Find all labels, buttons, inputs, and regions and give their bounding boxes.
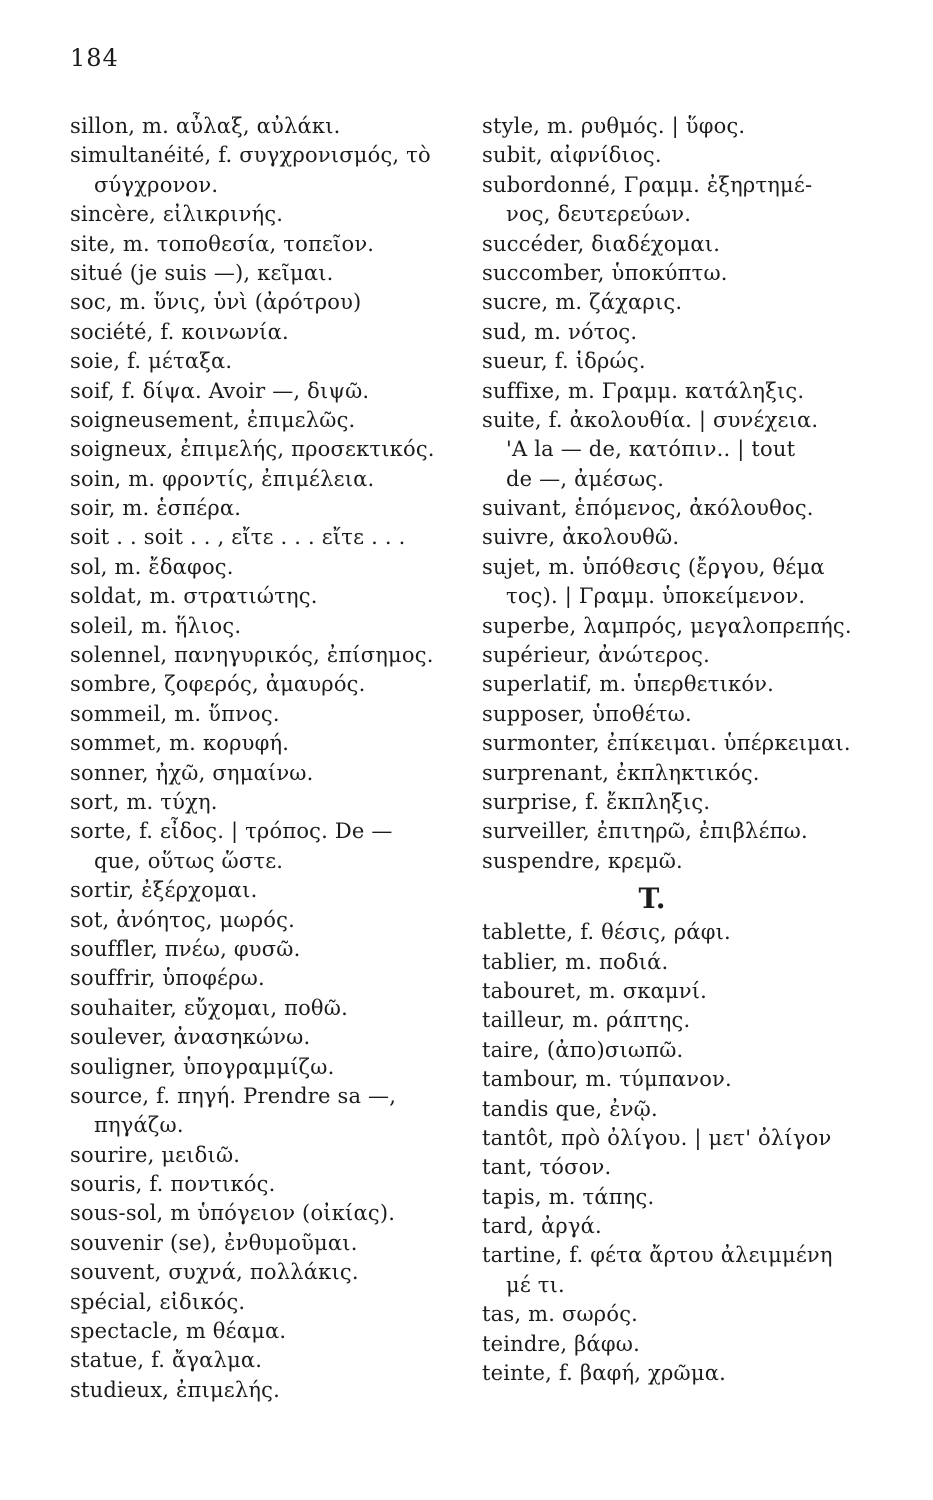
entry-line: sourire, μειδιῶ. <box>70 1142 241 1167</box>
entry-line: suivre, ἀκολουθῶ. <box>482 525 680 550</box>
entry-line: suivant, ἑπόμενος, ἀκόλουθος. <box>482 496 814 521</box>
entry-line: teindre, βάφω. <box>482 1331 640 1356</box>
entry-line: soir, m. ἑσπέρα. <box>70 496 242 521</box>
entry-line: μέ τι. <box>506 1272 565 1297</box>
entry-line: sonner, ἠχῶ, σημαίνω. <box>70 760 314 785</box>
entry-line: spécial, εἰδικός. <box>70 1289 246 1314</box>
entry-line: tard, ἀργά. <box>482 1214 602 1239</box>
entry-line: surprenant, ἐκπληκτικός. <box>482 760 760 785</box>
entry-line: tartine, f. φέτα ἄρτου ἀλειμμένη <box>482 1243 833 1268</box>
entry-line: sombre, ζοφερός, ἀμαυρός. <box>70 672 366 697</box>
entry-line: statue, f. ἄγαλμα. <box>70 1348 263 1373</box>
entry-line: superbe, λαμπρός, μεγαλοπρεπής. <box>482 613 852 638</box>
entry-line: souligner, ὑπογραμμίζω. <box>70 1054 335 1079</box>
entry-line: tantôt, πρὸ ὀλίγου. | μετ' ὀλίγον <box>482 1125 832 1150</box>
entry-line: σύγχρονον. <box>94 172 219 197</box>
entry-line: tailleur, m. ράπτης. <box>482 1008 691 1033</box>
entry-line: sujet, m. ὑπόθεσις (ἔργου, θέμα <box>482 554 825 579</box>
entry-line: site, m. τοποθεσία, τοπεῖον. <box>70 231 375 256</box>
entry-line: tapis, m. τάπης. <box>482 1184 655 1209</box>
entry-line: sincère, εἰλικρινής. <box>70 202 284 227</box>
entry-line: suspendre, κρεμῶ. <box>482 848 683 873</box>
entry-line: sueur, f. ἱδρώς. <box>482 349 646 374</box>
entry-line: teinte, f. βαφή, χρῶμα. <box>482 1361 726 1386</box>
entry-line: sommet, m. κορυφή. <box>70 731 290 756</box>
page-number: 184 <box>70 44 119 72</box>
entry-line: τος). | Γραμμ. ὑποκείμενον. <box>506 584 806 609</box>
entry-line: société, f. κοινωνία. <box>70 319 289 344</box>
entry-line: suffixe, m. Γραμμ. κατάληξις. <box>482 378 805 403</box>
entry-line: soldat, m. στρατιώτης. <box>70 584 318 609</box>
entry-line: situé (je suis —), κεῖμαι. <box>70 260 334 285</box>
entry-line: souhaiter, εὔχομαι, ποθῶ. <box>70 995 348 1020</box>
entry-line: soulever, ἀνασηκώνω. <box>70 1025 311 1050</box>
entry-line: soleil, m. ἥλιος. <box>70 613 242 638</box>
entry-line: subordonné, Γραμμ. ἐξηρτημέ- <box>482 172 813 197</box>
entry-line: surprise, f. ἔκπληξις. <box>482 789 711 814</box>
entry-line: souffler, πνέω, φυσῶ. <box>70 936 301 961</box>
entry-line: tant, τόσον. <box>482 1155 612 1180</box>
entry-line: tablette, f. θέσις, ράφι. <box>482 920 731 945</box>
entry-line: que, οὕτως ὥστε. <box>94 848 284 873</box>
entry-line: surveiller, ἐπιτηρῶ, ἐπιβλέπω. <box>482 819 808 844</box>
entry-line: souris, f. ποντικός. <box>70 1172 276 1197</box>
entry-line: sort, m. τύχη. <box>70 789 218 814</box>
entry-line: solennel, πανηγυρικός, ἐπίσημος. <box>70 643 434 668</box>
section-heading-t: T. <box>638 882 666 916</box>
entry-line: soif, f. δίψα. Avoir —, διψῶ. <box>70 378 370 403</box>
entry-line: tas, m. σωρός. <box>482 1302 639 1327</box>
entry-line: spectacle, m θέαμα. <box>70 1319 287 1344</box>
entry-line: souffrir, ὑποφέρω. <box>70 966 265 991</box>
entry-line: tablier, m. ποδιά. <box>482 949 669 974</box>
entry-line: souvenir (se), ἐνθυμοῦμαι. <box>70 1230 358 1255</box>
entry-line: tandis que, ἐνῷ. <box>482 1096 658 1121</box>
entry-line: sud, m. νότος. <box>482 319 638 344</box>
entry-line: soc, m. ὕνις, ὑνὶ (ἀρότρου) <box>70 290 362 315</box>
entry-line: sillon, m. αὖλαξ, αὐλάκι. <box>70 114 341 138</box>
entry-line: πηγάζω. <box>94 1113 184 1138</box>
entry-line: soie, f. μέταξα. <box>70 349 233 374</box>
entry-line: souvent, συχνά, πολλάκις. <box>70 1260 359 1285</box>
entry-line: soin, m. φροντίς, ἐπιμέλεια. <box>70 466 375 491</box>
entry-line: taire, (ἀπο)σιωπῶ. <box>482 1037 684 1062</box>
entry-line: style, m. ρυθμός. | ὕφος. <box>482 114 746 138</box>
entry-line: studieux, ἐπιμελής. <box>70 1377 281 1402</box>
entry-line: 'A la — de, κατόπιν.. | tout <box>506 437 796 462</box>
entry-line: superlatif, m. ὑπερθετικόν. <box>482 672 775 697</box>
entry-line: source, f. πηγή. Prendre sa —, <box>70 1083 397 1108</box>
entry-line: succomber, ὑποκύπτω. <box>482 260 728 285</box>
entry-line: sol, m. ἔδαφος. <box>70 554 234 579</box>
entry-line: subit, αἰφνίδιος. <box>482 143 662 168</box>
entry-line: soigneux, ἐπιμελής, προσεκτικός. <box>70 437 435 462</box>
entry-line: soigneusement, ἐπιμελῶς. <box>70 407 356 432</box>
entry-line: simultanéité, f. συγχρονισμός, τὸ <box>70 143 431 168</box>
entry-line: succéder, διαδέχομαι. <box>482 231 721 256</box>
entry-line: sommeil, m. ὕπνος. <box>70 701 280 726</box>
entry-line: sorte, f. εἶδος. | τρόπος. De — <box>70 819 393 844</box>
entry-line: sortir, ἐξέρχομαι. <box>70 878 258 903</box>
left-column <box>70 112 470 1405</box>
entry-line: de —, ἀμέσως. <box>506 466 665 491</box>
entry-line: sous-sol, m ὑπόγειον (οἰκίας). <box>70 1201 396 1226</box>
entry-line: supérieur, ἀνώτερος. <box>482 643 710 668</box>
entry-line: sot, ἀνόητος, μωρός. <box>70 907 295 932</box>
entry-line: tabouret, m. σκαμνί. <box>482 978 708 1003</box>
entry-line: suite, f. ἀκολουθία. | συνέχεια. <box>482 407 819 432</box>
entry-line: tambour, m. τύμπανον. <box>482 1067 732 1092</box>
entry-line: supposer, ὑποθέτω. <box>482 701 692 726</box>
entry-line: sucre, m. ζάχαρις. <box>482 290 683 315</box>
entry-line: surmonter, ἐπίκειμαι. ὑπέρκειμαι. <box>482 731 851 756</box>
entry-line: soit . . soit . . , εἴτε . . . εἴτε . . . <box>70 525 406 550</box>
entry-line: νος, δευτερεύων. <box>506 202 692 227</box>
right-column <box>482 112 882 1388</box>
